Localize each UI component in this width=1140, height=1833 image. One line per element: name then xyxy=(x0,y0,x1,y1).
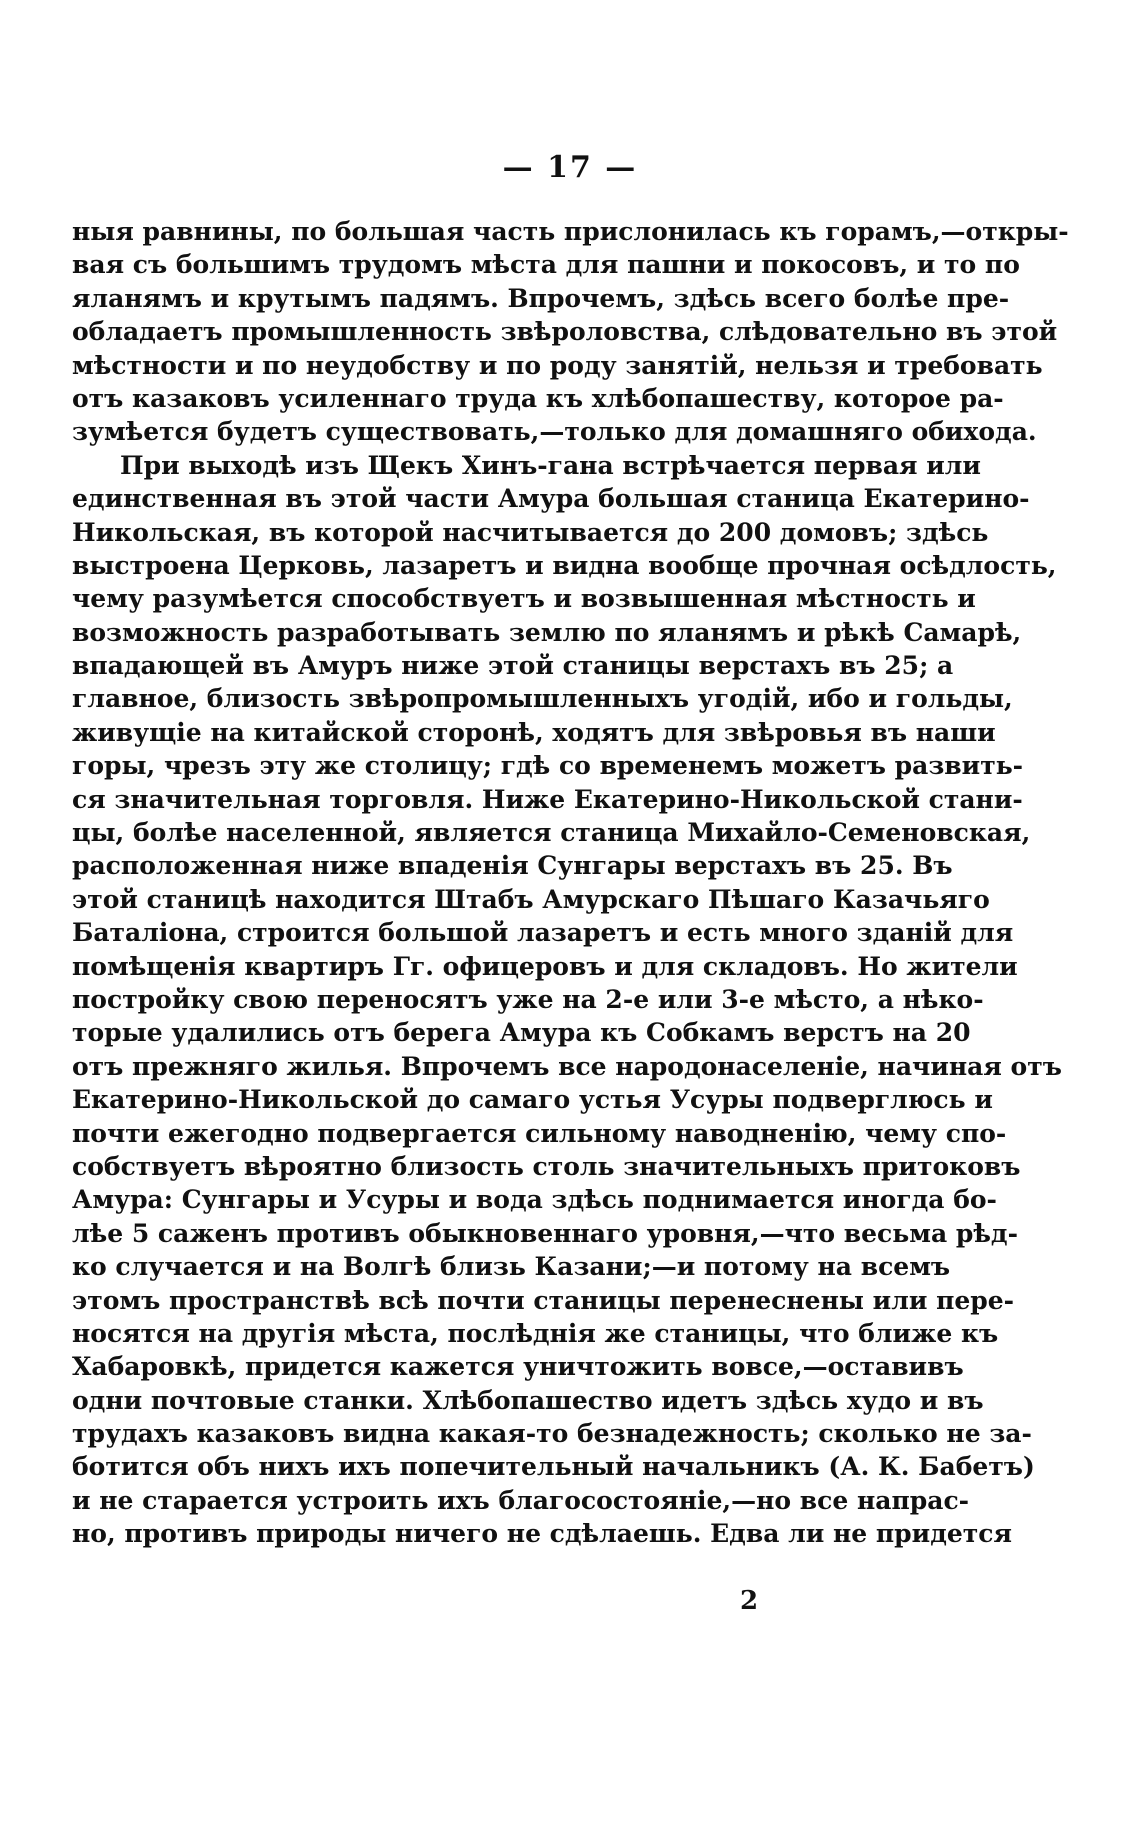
text-line: зумѣется будетъ существовать,—только для домашняго обихода. xyxy=(72,417,1037,447)
signature-mark: 2 xyxy=(740,1586,759,1616)
text-line: вая съ большимъ трудомъ мѣста для пашни и покосовъ, и то по xyxy=(72,250,1020,280)
text-line: отъ казаковъ усиленнаго труда къ хлѣбопашеству, которое ра- xyxy=(72,383,1004,413)
text-line: единственная въ этой части Амура большая станица Екатерино- xyxy=(72,484,1030,514)
text-line: При выходѣ изъ Щекъ Хинъ-гана встрѣчается первая или xyxy=(120,450,981,480)
text-line: обладаетъ промышленность звѣроловства, слѣдовательно въ этой xyxy=(72,317,1058,347)
text-line: Никольская, въ которой насчитывается до 200 домовъ; здѣсь xyxy=(72,517,989,547)
text-line: носятся на другія мѣста, послѣднія же станицы, что ближе къ xyxy=(72,1318,999,1348)
text-line: одни почтовые станки. Хлѣбопашество идетъ здѣсь худо и въ xyxy=(72,1385,984,1415)
page-number: — 17 — xyxy=(502,150,638,185)
text-line: ныя равнины, по большая часть прислонилась къ горамъ,—откры- xyxy=(72,217,1069,246)
text-line: постройку свою переносятъ уже на 2-е или 3-е мѣсто, а нѣко- xyxy=(72,984,984,1014)
text-line: чему разумѣется способствуетъ и возвышенная мѣстность и xyxy=(72,584,976,614)
text-line: живущіе на китайской сторонѣ, ходятъ для звѣровья въ наши xyxy=(72,717,996,747)
text-line: расположенная ниже впаденія Сунгары верстахъ въ 25. Въ xyxy=(72,851,953,881)
text-line: Хабаровкѣ, придется кажется уничтожить вовсе,—оставивъ xyxy=(72,1352,964,1382)
text-line: ко случается и на Волгѣ близь Казани;—и потому на всемъ xyxy=(72,1252,951,1282)
text-line: собствуетъ вѣроятно близость столь значительныхъ притоковъ xyxy=(72,1151,1021,1181)
text-line: этомъ пространствѣ всѣ почти станицы перенеснены или пере- xyxy=(72,1285,1015,1315)
text-line: Екатерино-Никольской до самаго устья Усуры подверглюсь и xyxy=(72,1085,993,1115)
text-line: этой станицѣ находится Штабъ Амурскаго Пѣшаго Казачьяго xyxy=(72,884,990,914)
text-line: Баталіона, строится большой лазаретъ и есть много зданій для xyxy=(72,918,1014,948)
text-line: ся значительная торговля. Ниже Екатерино-Никольской стани- xyxy=(72,784,1023,814)
body-text xyxy=(72,215,1069,1551)
text-line: яланямъ и крутымъ падямъ. Впрочемъ, здѣсь всего болѣе пре- xyxy=(72,283,1010,313)
text-line: торые удалились отъ берега Амура къ Собкамъ верстъ на 20 xyxy=(72,1018,971,1048)
text-line: впадающей въ Амуръ ниже этой станицы верстахъ въ 25; а xyxy=(72,651,954,681)
text-line: цы, болѣе населенной, является станица Михайло-Семеновская, xyxy=(72,818,1031,848)
text-line: но, противъ природы ничего не сдѣлаешь. Едва ли не придется xyxy=(72,1519,1012,1549)
text-line: горы, чрезъ эту же столицу; гдѣ со временемъ можетъ развить- xyxy=(72,751,1024,781)
text-line: мѣстности и по неудобству и по роду занятій, нельзя и требовать xyxy=(72,350,1043,380)
text-line: отъ прежняго жилья. Впрочемъ все народонаселеніе, начиная отъ xyxy=(72,1051,1062,1081)
text-line: и не старается устроить ихъ благосостояніе,—но все напрас- xyxy=(72,1485,970,1515)
text-line: Амура: Сунгары и Усуры и вода здѣсь поднимается иногда бо- xyxy=(72,1185,997,1215)
text-line: лѣе 5 саженъ противъ обыкновеннаго уровня,—что весьма рѣд- xyxy=(72,1218,1018,1248)
text-line: выстроена Церковь, лазаретъ и видна вообще прочная осѣдлость, xyxy=(72,550,1057,580)
text-line: возможность разработывать землю по яланямъ и рѣкѣ Самарѣ, xyxy=(72,617,1022,647)
text-line: почти ежегодно подвергается сильному наводненію, чему спо- xyxy=(72,1118,1007,1148)
text-line: ботится объ нихъ ихъ попечительный начальникъ (А. К. Бабетъ) xyxy=(72,1452,1035,1482)
text-line: главное, близость звѣропромышленныхъ угодій, ибо и гольды, xyxy=(72,684,1013,714)
text-line: трудахъ казаковъ видна какая-то безнадежность; сколько не за- xyxy=(72,1419,1032,1449)
text-line: помѣщенія квартиръ Гг. офицеровъ и для складовъ. Но жители xyxy=(72,951,1018,981)
